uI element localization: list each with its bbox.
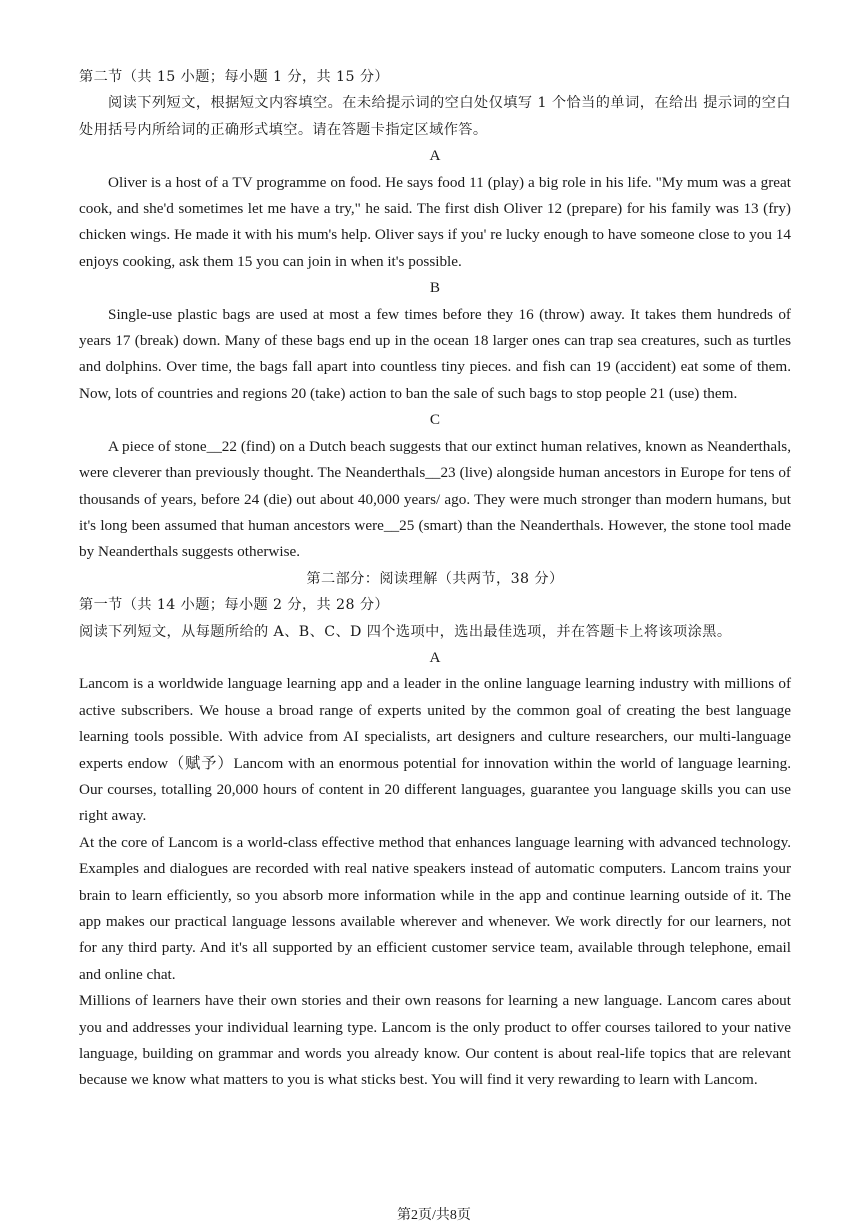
cloze-b-text: Single-use plastic bags are used at most a few times before they 16 (throw) away. It takes them hundreds of years 17 (break) down. Many of these bags end up in the ocean 18 larger ones can trap sea creatures, such as turtles and dolphins. Over time, the bags fall apart into countless tiny pieces. and fish can 19 (accident) eat some of them. Now, lots of countries and regions 20 (take) action to ban the sale of such bags to stop people 21 (use) them. bbox=[79, 305, 791, 402]
cloze-a-label: A bbox=[429, 147, 441, 165]
reading-paragraph: At the core of Lancom is a world-class effective method that enhances language learning with advanced technology. Examples and dialogues are recorded with real native speakers instead of automatic computers. Lancom trains your brain to learn efficiently, so you absorb more information while in the app and continue learning outside of it. The app makes our practical language lessons available wherever and whenever. We work directly for our learners, not for any third party. And it's all supported by an efficient customer service team, available through telephone, email and online chat. bbox=[79, 833, 791, 983]
cloze-a-text: Oliver is a host of a TV programme on food. He says food 11 (play) a big role in his life. "My mum was a great cook, and she'd sometimes let me have a try," he said. The first dish Oliver 12 (prepare) for his family was 13 (fry) chicken wings. He made it with his mum's help. Oliver says if you' re lucky enough to have someone close to you 14 enjoys cooking, ask them 15 you can join in when it's possible. bbox=[79, 173, 791, 270]
reading-a-label: A bbox=[429, 648, 441, 666]
page-content bbox=[79, 64, 791, 1094]
page-number: 第2页/共8页 bbox=[397, 1208, 471, 1223]
part2-section1-header: 第一节（共 14 小题；每小题 2 分，共 28 分） bbox=[79, 597, 389, 614]
reading-paragraph: Lancom is a worldwide language learning app and a leader in the online language learning industry with millions of active subscribers. We house a broad range of experts united by the common goal of creating the best language learning tools possible. With advice from AI specialists, art designers and culture researchers, our multi-language experts endow（赋予）Lancom with an enormous potential for innovation within the world of language learning. Our courses, totalling 20,000 hours of content in 20 different languages, guarantee you language skills you can use right away. bbox=[79, 675, 791, 825]
section2-instruction: 阅读下列短文，根据短文内容填空。在未给提示词的空白处仅填写 1 个恰当的单词，在给出 提示词的空白处用括号内所给词的正确形式填空。请在答题卡指定区域作答。 bbox=[79, 95, 791, 138]
part2-title: 第二部分：阅读理解（共两节，38 分） bbox=[306, 570, 564, 587]
cloze-b-label: B bbox=[429, 279, 441, 297]
cloze-c-text: A piece of stone__22 (find) on a Dutch beach suggests that our extinct human relatives, known as Neanderthals, were cleverer than previously thought. The Neanderthals__23 (live) alongside human ancestors in Europe for tens of thousands of years, before 24 (die) out about 40,000 years/ ago. They were much stronger than modern humans, but it's long been assumed that human ancestors were__25 (smart) than the Neanderthals. However, the stone tool made by Neanderthals suggests otherwise. bbox=[79, 437, 791, 561]
part2-instruction: 阅读下列短文，从每题所给的 A、B、C、D 四个选项中，选出最佳选项，并在答题卡上将该项涂黑。 bbox=[79, 623, 732, 640]
cloze-c-label: C bbox=[429, 411, 441, 429]
section2-header: 第二节（共 15 小题；每小题 1 分，共 15 分） bbox=[79, 69, 389, 85]
reading-paragraph: Millions of learners have their own stories and their own reasons for learning a new language. Lancom cares about you and addresses your individual learning type. Lancom is the only product to offer courses tailored to your native language, building on grammar and words you already know. Our content is about real-life topics that are relevant because we know what matters to you is what sticks best. You will find it very rewarding to learn with Lancom. bbox=[79, 992, 791, 1089]
